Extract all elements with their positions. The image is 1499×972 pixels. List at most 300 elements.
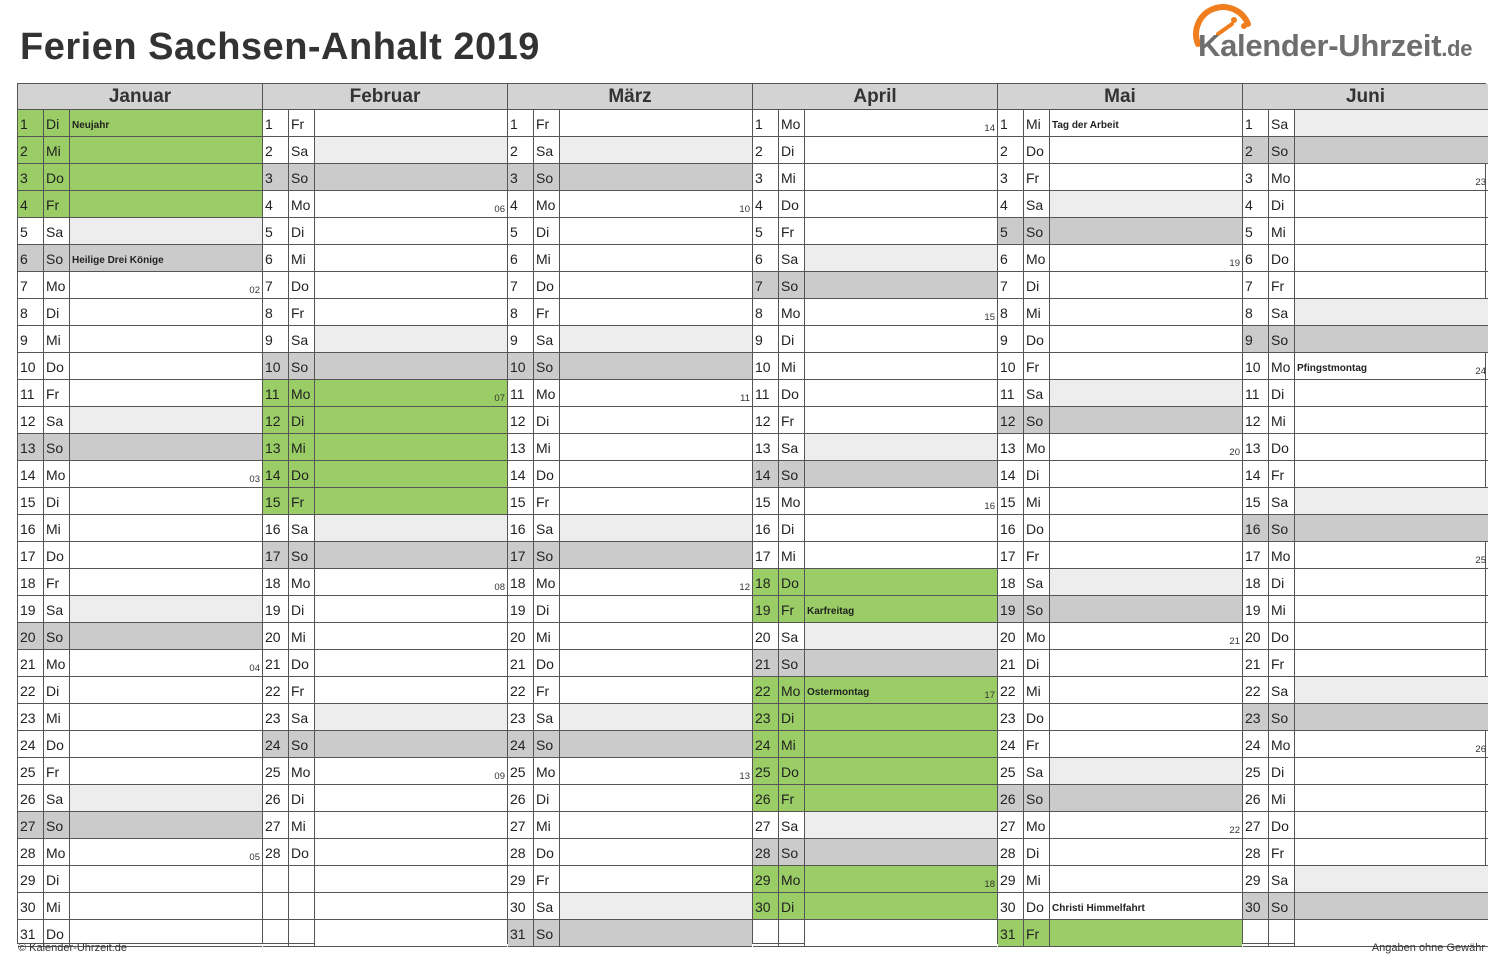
- day-row[interactable]: [18, 299, 262, 326]
- event-cell: [1050, 299, 1242, 325]
- day-number: 28: [753, 839, 779, 865]
- weekday: Fr: [534, 677, 560, 703]
- day-row[interactable]: [998, 353, 1242, 380]
- day-row[interactable]: [263, 569, 507, 596]
- day-row[interactable]: [263, 542, 507, 569]
- day-row[interactable]: [508, 218, 752, 245]
- day-row[interactable]: [998, 542, 1242, 569]
- day-number: 19: [753, 596, 779, 622]
- day-row[interactable]: [263, 920, 507, 947]
- event-cell: [805, 569, 997, 595]
- day-row[interactable]: [1243, 515, 1488, 542]
- day-row[interactable]: [753, 272, 997, 299]
- brand-logo[interactable]: [1188, 4, 1488, 74]
- day-row[interactable]: [998, 380, 1242, 407]
- day-number: 1: [263, 110, 289, 136]
- weekday: Di: [534, 218, 560, 244]
- day-row[interactable]: [1243, 272, 1488, 299]
- day-row[interactable]: [263, 191, 507, 218]
- day-row[interactable]: [998, 434, 1242, 461]
- weekday: Di: [1269, 569, 1295, 595]
- day-row[interactable]: [18, 731, 262, 758]
- day-number: 15: [263, 488, 289, 514]
- day-row[interactable]: [263, 407, 507, 434]
- day-row[interactable]: [263, 839, 507, 866]
- weekday: Di: [1024, 839, 1050, 865]
- day-row[interactable]: [18, 893, 262, 920]
- weekday: Di: [779, 704, 805, 730]
- day-row[interactable]: [998, 272, 1242, 299]
- event-cell: [1295, 110, 1488, 136]
- day-row[interactable]: [1243, 758, 1488, 785]
- day-row[interactable]: [18, 704, 262, 731]
- weekday: Mo: [44, 650, 70, 676]
- day-row[interactable]: [1243, 812, 1488, 839]
- day-row[interactable]: [1243, 137, 1488, 164]
- day-row[interactable]: [1243, 488, 1488, 515]
- weekday: Mo: [289, 380, 315, 406]
- day-row[interactable]: [753, 515, 997, 542]
- day-row[interactable]: [18, 515, 262, 542]
- day-row[interactable]: [508, 515, 752, 542]
- event-cell: [315, 299, 507, 325]
- day-row[interactable]: [1243, 542, 1488, 569]
- day-row[interactable]: [508, 272, 752, 299]
- day-row[interactable]: [18, 758, 262, 785]
- day-row[interactable]: [263, 461, 507, 488]
- day-row[interactable]: [263, 704, 507, 731]
- day-row[interactable]: [753, 137, 997, 164]
- day-row[interactable]: [753, 758, 997, 785]
- day-row[interactable]: [18, 326, 262, 353]
- day-number: 31: [508, 920, 534, 946]
- weekday: Fr: [1269, 272, 1295, 298]
- day-row[interactable]: [1243, 461, 1488, 488]
- day-row[interactable]: [1243, 326, 1488, 353]
- day-row[interactable]: [998, 461, 1242, 488]
- weekday: Fr: [289, 299, 315, 325]
- day-row[interactable]: [998, 866, 1242, 893]
- event-cell: [70, 326, 262, 352]
- event-cell: [805, 866, 997, 892]
- day-row[interactable]: [753, 461, 997, 488]
- day-row[interactable]: [263, 434, 507, 461]
- day-row[interactable]: [263, 596, 507, 623]
- event-cell: [805, 623, 997, 649]
- day-row[interactable]: [753, 299, 997, 326]
- day-row[interactable]: [998, 677, 1242, 704]
- day-row[interactable]: [263, 758, 507, 785]
- event-cell: [315, 461, 507, 487]
- day-row[interactable]: [753, 812, 997, 839]
- day-number: 10: [18, 353, 44, 379]
- event-cell: [805, 812, 997, 838]
- day-row[interactable]: [998, 731, 1242, 758]
- day-number: 10: [1243, 353, 1269, 379]
- day-number: 30: [508, 893, 534, 919]
- weekday: So: [1269, 326, 1295, 352]
- day-number: 19: [263, 596, 289, 622]
- day-row[interactable]: [18, 407, 262, 434]
- day-row[interactable]: [508, 704, 752, 731]
- day-row[interactable]: [508, 650, 752, 677]
- day-row[interactable]: [263, 245, 507, 272]
- event-cell: [70, 245, 262, 271]
- day-row[interactable]: [753, 542, 997, 569]
- day-row[interactable]: [508, 731, 752, 758]
- year-calendar: [17, 83, 1486, 944]
- day-row[interactable]: [998, 407, 1242, 434]
- day-row[interactable]: [998, 839, 1242, 866]
- weekday: Mi: [779, 164, 805, 190]
- day-row[interactable]: [508, 677, 752, 704]
- event-cell: [315, 164, 507, 190]
- event-cell: [70, 164, 262, 190]
- day-row[interactable]: [508, 920, 752, 947]
- day-row[interactable]: [263, 299, 507, 326]
- weekday: Mo: [1269, 164, 1295, 190]
- weekday: So: [1024, 407, 1050, 433]
- day-number: 14: [263, 461, 289, 487]
- day-row[interactable]: [1243, 731, 1488, 758]
- day-row[interactable]: [18, 623, 262, 650]
- day-row[interactable]: [18, 110, 262, 137]
- day-number: 12: [508, 407, 534, 433]
- day-number: 18: [1243, 569, 1269, 595]
- day-row[interactable]: [753, 488, 997, 515]
- day-row[interactable]: [508, 353, 752, 380]
- day-row[interactable]: [753, 164, 997, 191]
- event-cell: [560, 893, 752, 919]
- day-row[interactable]: [18, 812, 262, 839]
- day-row[interactable]: [263, 218, 507, 245]
- day-row[interactable]: [508, 542, 752, 569]
- day-row[interactable]: [18, 488, 262, 515]
- day-row[interactable]: [1243, 650, 1488, 677]
- day-row[interactable]: [1243, 569, 1488, 596]
- day-number: 22: [18, 677, 44, 703]
- event-cell: [560, 299, 752, 325]
- day-row[interactable]: [753, 650, 997, 677]
- day-number: 24: [508, 731, 534, 757]
- day-row[interactable]: [998, 164, 1242, 191]
- day-row[interactable]: [263, 272, 507, 299]
- day-row[interactable]: [998, 596, 1242, 623]
- holiday-label: Karfreitag: [807, 606, 855, 617]
- weekday: Mi: [44, 704, 70, 730]
- weekday: Di: [44, 488, 70, 514]
- day-row[interactable]: [1243, 110, 1488, 137]
- day-row[interactable]: [508, 137, 752, 164]
- day-number: 1: [1243, 110, 1269, 136]
- day-row[interactable]: [18, 434, 262, 461]
- day-row[interactable]: [263, 380, 507, 407]
- event-cell: [1050, 353, 1242, 379]
- day-number: 27: [18, 812, 44, 838]
- weekday: Di: [1024, 461, 1050, 487]
- day-row[interactable]: [508, 839, 752, 866]
- day-row[interactable]: [753, 245, 997, 272]
- day-number: 20: [263, 623, 289, 649]
- day-row[interactable]: [508, 245, 752, 272]
- day-row[interactable]: [753, 596, 997, 623]
- event-cell: [1295, 299, 1488, 325]
- day-row[interactable]: [263, 623, 507, 650]
- day-row[interactable]: [998, 326, 1242, 353]
- day-row[interactable]: [508, 191, 752, 218]
- event-cell: [1050, 812, 1242, 838]
- weekday: Fr: [1024, 920, 1050, 946]
- day-row[interactable]: [18, 866, 262, 893]
- weekday: Mo: [1024, 245, 1050, 271]
- day-row[interactable]: [998, 758, 1242, 785]
- day-row[interactable]: [1243, 380, 1488, 407]
- day-row[interactable]: [998, 785, 1242, 812]
- day-row[interactable]: [18, 839, 262, 866]
- day-row[interactable]: [1243, 623, 1488, 650]
- event-cell: [1050, 515, 1242, 541]
- event-cell: [315, 596, 507, 622]
- day-row[interactable]: [18, 569, 262, 596]
- day-row[interactable]: [263, 812, 507, 839]
- day-row[interactable]: [18, 542, 262, 569]
- day-row[interactable]: [998, 623, 1242, 650]
- event-cell: [315, 920, 507, 946]
- day-row[interactable]: [18, 164, 262, 191]
- day-number: 1: [753, 110, 779, 136]
- day-row[interactable]: [1243, 677, 1488, 704]
- weekday: Do: [1024, 326, 1050, 352]
- day-row[interactable]: [1243, 596, 1488, 623]
- event-cell: [560, 164, 752, 190]
- day-row[interactable]: [263, 137, 507, 164]
- day-row[interactable]: [753, 110, 997, 137]
- day-row[interactable]: [508, 758, 752, 785]
- day-row[interactable]: [18, 272, 262, 299]
- day-row[interactable]: [753, 218, 997, 245]
- day-number: [1243, 920, 1269, 946]
- day-row[interactable]: [18, 353, 262, 380]
- day-row[interactable]: [508, 785, 752, 812]
- day-row[interactable]: [18, 677, 262, 704]
- day-row[interactable]: [998, 110, 1242, 137]
- weekday: Mo: [534, 569, 560, 595]
- week-number: 25: [1475, 555, 1486, 566]
- day-number: 3: [753, 164, 779, 190]
- day-number: 15: [1243, 488, 1269, 514]
- event-cell: [560, 461, 752, 487]
- event-cell: [1295, 461, 1488, 487]
- event-cell: [315, 542, 507, 568]
- weekday: So: [1024, 785, 1050, 811]
- weekday: Do: [289, 650, 315, 676]
- day-row[interactable]: [753, 407, 997, 434]
- day-row[interactable]: [508, 461, 752, 488]
- day-row[interactable]: [1243, 353, 1488, 380]
- day-row[interactable]: [508, 488, 752, 515]
- day-row[interactable]: [508, 623, 752, 650]
- day-number: 1: [18, 110, 44, 136]
- day-row[interactable]: [753, 434, 997, 461]
- weekday: Fr: [44, 380, 70, 406]
- day-row[interactable]: [18, 461, 262, 488]
- event-cell: [70, 137, 262, 163]
- event-cell: [1295, 245, 1488, 271]
- day-row[interactable]: [1243, 704, 1488, 731]
- day-row[interactable]: [18, 245, 262, 272]
- weekday: Di: [779, 515, 805, 541]
- day-row[interactable]: [508, 596, 752, 623]
- day-row[interactable]: [998, 299, 1242, 326]
- day-row[interactable]: [263, 164, 507, 191]
- day-number: 3: [1243, 164, 1269, 190]
- event-cell: [70, 488, 262, 514]
- day-row[interactable]: [1243, 839, 1488, 866]
- day-number: 17: [508, 542, 534, 568]
- day-row[interactable]: [998, 650, 1242, 677]
- day-row[interactable]: [998, 704, 1242, 731]
- day-number: 16: [18, 515, 44, 541]
- day-number: 7: [1243, 272, 1269, 298]
- day-row[interactable]: [18, 596, 262, 623]
- day-row[interactable]: [998, 515, 1242, 542]
- day-row[interactable]: [753, 623, 997, 650]
- weekday: Do: [1024, 137, 1050, 163]
- day-row[interactable]: [1243, 245, 1488, 272]
- day-row[interactable]: [753, 920, 997, 947]
- day-row[interactable]: [263, 515, 507, 542]
- day-row[interactable]: [508, 812, 752, 839]
- day-row[interactable]: [998, 137, 1242, 164]
- weekday: Do: [1024, 704, 1050, 730]
- event-cell: [315, 839, 507, 865]
- event-cell: [560, 191, 752, 217]
- day-row[interactable]: [508, 380, 752, 407]
- day-row[interactable]: [1243, 407, 1488, 434]
- day-row[interactable]: [508, 866, 752, 893]
- event-cell: [1050, 164, 1242, 190]
- day-row[interactable]: [263, 326, 507, 353]
- event-cell: [1295, 704, 1488, 730]
- day-row[interactable]: [263, 731, 507, 758]
- day-row[interactable]: [998, 569, 1242, 596]
- day-row[interactable]: [1243, 299, 1488, 326]
- day-row[interactable]: [998, 812, 1242, 839]
- day-row[interactable]: [508, 407, 752, 434]
- day-row[interactable]: [753, 380, 997, 407]
- day-row[interactable]: [753, 353, 997, 380]
- weekday: Sa: [1024, 758, 1050, 784]
- day-row[interactable]: [998, 488, 1242, 515]
- day-row[interactable]: [998, 920, 1242, 947]
- day-row[interactable]: [1243, 893, 1488, 920]
- day-row[interactable]: [753, 704, 997, 731]
- week-number: 06: [494, 204, 505, 215]
- day-row[interactable]: [263, 650, 507, 677]
- day-row[interactable]: [508, 569, 752, 596]
- day-row[interactable]: [1243, 434, 1488, 461]
- day-row[interactable]: [18, 191, 262, 218]
- weekday: So: [534, 164, 560, 190]
- day-row[interactable]: [263, 866, 507, 893]
- day-number: 29: [998, 866, 1024, 892]
- day-row[interactable]: [753, 893, 997, 920]
- weekday: Mi: [1024, 677, 1050, 703]
- day-row[interactable]: [753, 839, 997, 866]
- day-number: 3: [18, 164, 44, 190]
- holiday-label: Pfingstmontag: [1297, 363, 1367, 374]
- event-cell: [805, 191, 997, 217]
- event-cell: [315, 245, 507, 271]
- day-row[interactable]: [753, 677, 997, 704]
- weekday: Do: [1024, 893, 1050, 919]
- week-number: 14: [984, 123, 995, 134]
- day-row[interactable]: [753, 785, 997, 812]
- event-cell: [315, 515, 507, 541]
- day-row[interactable]: [18, 380, 262, 407]
- day-row[interactable]: [753, 326, 997, 353]
- day-row[interactable]: [1243, 866, 1488, 893]
- day-row[interactable]: [998, 191, 1242, 218]
- weekday: Do: [44, 920, 70, 946]
- weekday: Di: [534, 596, 560, 622]
- event-cell: [560, 515, 752, 541]
- weekday: So: [44, 245, 70, 271]
- day-row[interactable]: [753, 866, 997, 893]
- day-row[interactable]: [508, 110, 752, 137]
- day-row[interactable]: [998, 893, 1242, 920]
- day-number: 25: [263, 758, 289, 784]
- event-cell: [1295, 731, 1488, 757]
- event-cell: [70, 407, 262, 433]
- weekday: Do: [779, 380, 805, 406]
- event-cell: [70, 218, 262, 244]
- day-row[interactable]: [508, 164, 752, 191]
- day-number: 26: [998, 785, 1024, 811]
- day-row[interactable]: [753, 569, 997, 596]
- day-row[interactable]: [753, 731, 997, 758]
- day-row[interactable]: [18, 137, 262, 164]
- day-row[interactable]: [263, 488, 507, 515]
- day-row[interactable]: [263, 110, 507, 137]
- day-row[interactable]: [263, 785, 507, 812]
- day-row[interactable]: [508, 326, 752, 353]
- day-row[interactable]: [1243, 785, 1488, 812]
- day-row[interactable]: [18, 218, 262, 245]
- day-row[interactable]: [18, 650, 262, 677]
- day-row[interactable]: [263, 677, 507, 704]
- day-row[interactable]: [508, 299, 752, 326]
- day-row[interactable]: [998, 218, 1242, 245]
- day-row[interactable]: [998, 245, 1242, 272]
- day-row[interactable]: [1243, 164, 1488, 191]
- day-number: 10: [753, 353, 779, 379]
- event-cell: [70, 515, 262, 541]
- day-row[interactable]: [18, 785, 262, 812]
- day-row[interactable]: [1243, 218, 1488, 245]
- day-number: 14: [18, 461, 44, 487]
- day-row[interactable]: [508, 434, 752, 461]
- event-cell: [315, 434, 507, 460]
- event-cell: [1295, 623, 1488, 649]
- day-row[interactable]: [1243, 191, 1488, 218]
- event-cell: [1295, 218, 1488, 244]
- day-row[interactable]: [263, 893, 507, 920]
- event-cell: [805, 326, 997, 352]
- day-row[interactable]: [263, 353, 507, 380]
- day-row[interactable]: [753, 191, 997, 218]
- day-row[interactable]: [508, 893, 752, 920]
